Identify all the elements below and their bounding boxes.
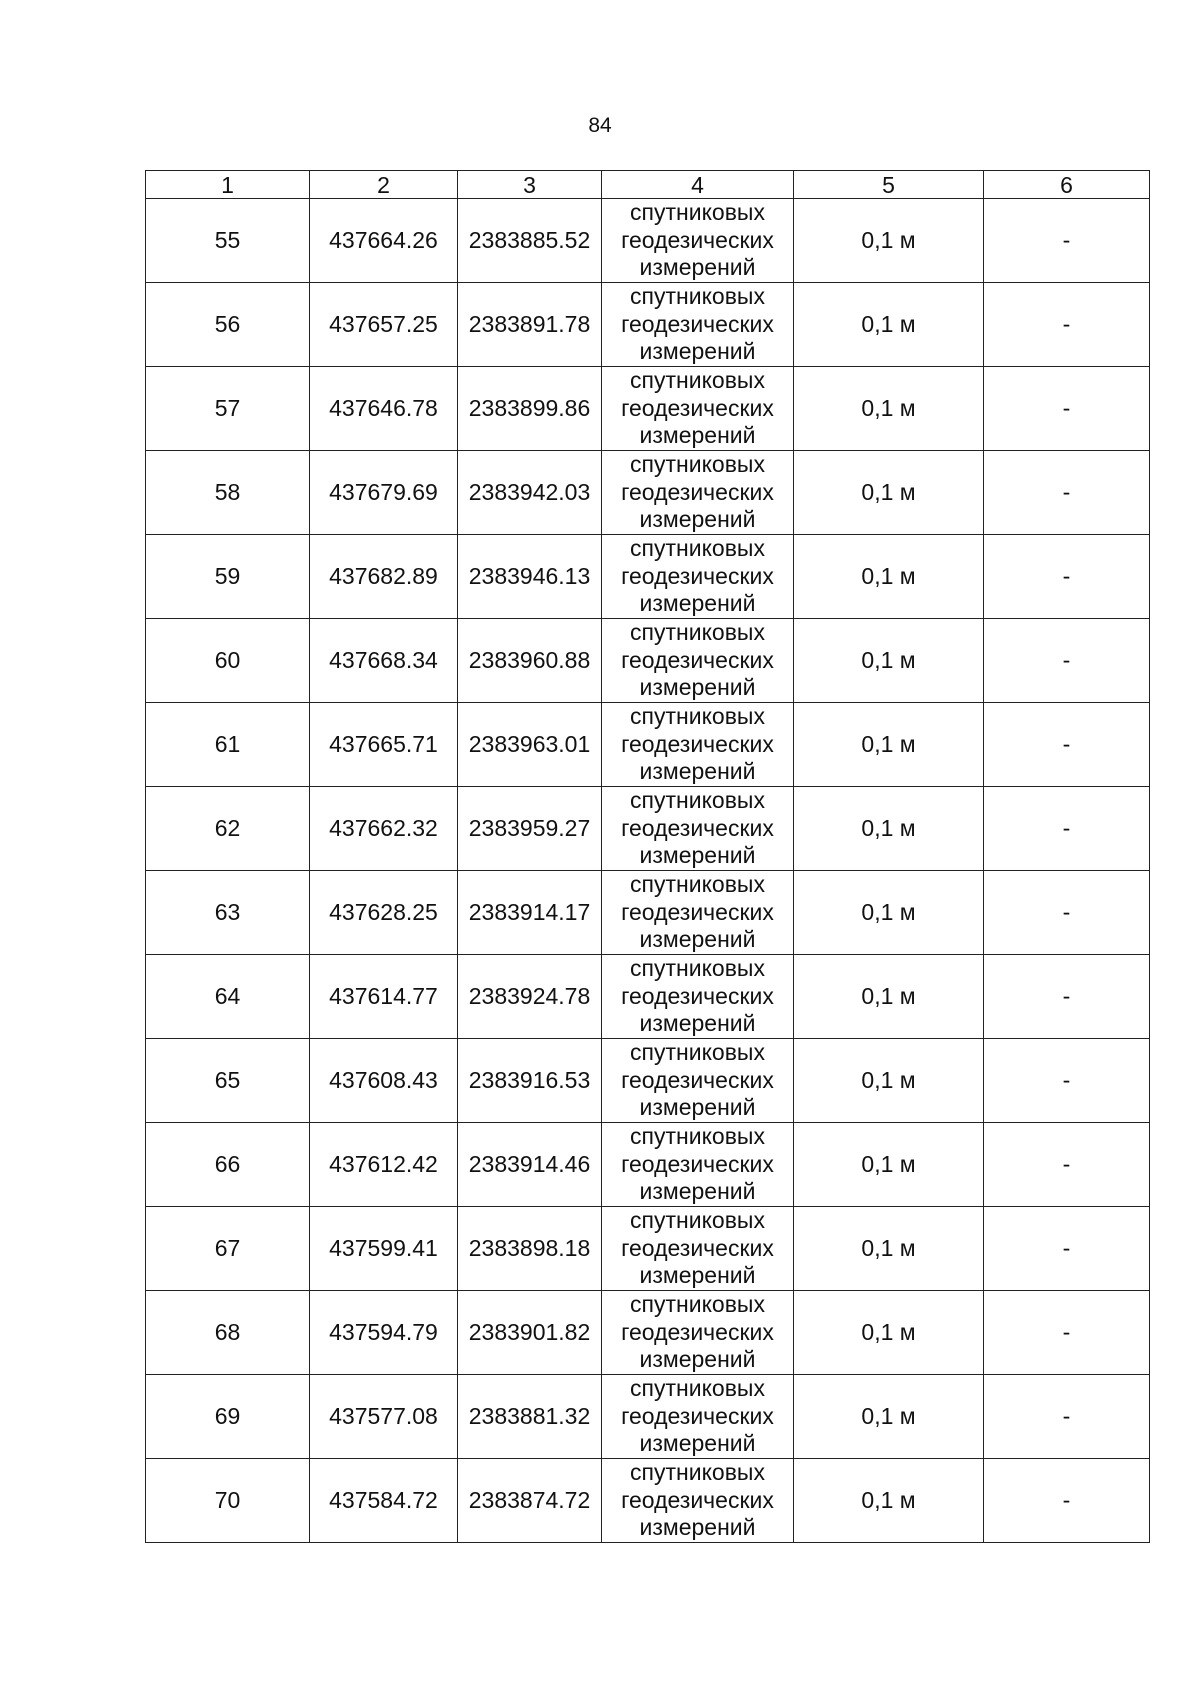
point-number-cell: 64 (146, 955, 310, 1039)
accuracy-cell: 0,1 м (794, 367, 984, 451)
method-line: измерений (639, 926, 756, 953)
method-line: спутниковых (630, 535, 765, 562)
method-line: спутниковых (630, 1207, 765, 1234)
note-cell: - (984, 787, 1150, 871)
y-coordinate-cell: 2383924.78 (458, 955, 602, 1039)
method-line: спутниковых (630, 955, 765, 982)
accuracy-cell: 0,1 м (794, 1123, 984, 1207)
method-cell (602, 283, 794, 367)
accuracy-cell: 0,1 м (794, 1039, 984, 1123)
method-line: измерений (639, 1178, 756, 1205)
note-cell: - (984, 1375, 1150, 1459)
accuracy-cell: 0,1 м (794, 703, 984, 787)
x-coordinate-cell: 437679.69 (310, 451, 458, 535)
method-cell (602, 1123, 794, 1207)
y-coordinate-cell: 2383881.32 (458, 1375, 602, 1459)
method-line: спутниковых (630, 283, 765, 310)
x-coordinate-cell: 437599.41 (310, 1207, 458, 1291)
x-coordinate-cell: 437614.77 (310, 955, 458, 1039)
method-cell (602, 535, 794, 619)
table-row (146, 1039, 1150, 1123)
column-header: 4 (602, 171, 794, 199)
point-number-cell: 68 (146, 1291, 310, 1375)
note-cell: - (984, 1291, 1150, 1375)
y-coordinate-cell: 2383960.88 (458, 619, 602, 703)
method-cell (602, 787, 794, 871)
x-coordinate-cell: 437577.08 (310, 1375, 458, 1459)
method-cell (602, 1459, 794, 1543)
x-coordinate-cell: 437682.89 (310, 535, 458, 619)
method-line: спутниковых (630, 199, 765, 226)
method-line: геодезических (621, 730, 774, 757)
method-line: измерений (639, 506, 756, 533)
accuracy-cell: 0,1 м (794, 871, 984, 955)
method-cell (602, 451, 794, 535)
note-cell: - (984, 1039, 1150, 1123)
x-coordinate-cell: 437657.25 (310, 283, 458, 367)
note-cell: - (984, 199, 1150, 283)
accuracy-cell: 0,1 м (794, 283, 984, 367)
note-cell: - (984, 451, 1150, 535)
x-coordinate-cell: 437664.26 (310, 199, 458, 283)
method-cell (602, 703, 794, 787)
accuracy-cell: 0,1 м (794, 619, 984, 703)
table-row (146, 703, 1150, 787)
method-line: измерений (639, 1094, 756, 1121)
point-number-cell: 65 (146, 1039, 310, 1123)
method-line: измерений (639, 254, 756, 281)
accuracy-cell: 0,1 м (794, 199, 984, 283)
y-coordinate-cell: 2383914.17 (458, 871, 602, 955)
method-line: геодезических (621, 898, 774, 925)
method-cell (602, 619, 794, 703)
column-header: 5 (794, 171, 984, 199)
point-number-cell: 55 (146, 199, 310, 283)
point-number-cell: 58 (146, 451, 310, 535)
table-row (146, 955, 1150, 1039)
method-line: спутниковых (630, 619, 765, 646)
table-row (146, 1207, 1150, 1291)
method-line: геодезических (621, 562, 774, 589)
note-cell: - (984, 1123, 1150, 1207)
column-header: 3 (458, 171, 602, 199)
y-coordinate-cell: 2383916.53 (458, 1039, 602, 1123)
point-number-cell: 69 (146, 1375, 310, 1459)
x-coordinate-cell: 437646.78 (310, 367, 458, 451)
point-number-cell: 62 (146, 787, 310, 871)
note-cell: - (984, 535, 1150, 619)
coordinates-table (145, 170, 1150, 1543)
point-number-cell: 59 (146, 535, 310, 619)
point-number-cell: 66 (146, 1123, 310, 1207)
column-header: 1 (146, 171, 310, 199)
table-row (146, 1291, 1150, 1375)
y-coordinate-cell: 2383874.72 (458, 1459, 602, 1543)
page-number: 84 (588, 114, 612, 137)
table-header-row (146, 171, 1150, 199)
table-row (146, 535, 1150, 619)
table-row (146, 871, 1150, 955)
method-line: спутниковых (630, 871, 765, 898)
method-line: спутниковых (630, 1291, 765, 1318)
method-line: спутниковых (630, 451, 765, 478)
method-line: геодезических (621, 226, 774, 253)
method-line: геодезических (621, 814, 774, 841)
method-line: геодезических (621, 646, 774, 673)
method-line: спутниковых (630, 1459, 765, 1486)
x-coordinate-cell: 437662.32 (310, 787, 458, 871)
point-number-cell: 63 (146, 871, 310, 955)
method-cell (602, 1291, 794, 1375)
point-number-cell: 61 (146, 703, 310, 787)
method-line: спутниковых (630, 1039, 765, 1066)
table-row (146, 199, 1150, 283)
accuracy-cell: 0,1 м (794, 1291, 984, 1375)
method-line: измерений (639, 1346, 756, 1373)
table-row (146, 1123, 1150, 1207)
method-line: геодезических (621, 1486, 774, 1513)
accuracy-cell: 0,1 м (794, 787, 984, 871)
table-row (146, 283, 1150, 367)
x-coordinate-cell: 437594.79 (310, 1291, 458, 1375)
method-line: измерений (639, 422, 756, 449)
method-line: измерений (639, 674, 756, 701)
note-cell: - (984, 619, 1150, 703)
method-line: геодезических (621, 1150, 774, 1177)
method-line: геодезических (621, 1318, 774, 1345)
note-cell: - (984, 955, 1150, 1039)
method-line: измерений (639, 1010, 756, 1037)
x-coordinate-cell: 437668.34 (310, 619, 458, 703)
method-cell (602, 199, 794, 283)
method-line: измерений (639, 1262, 756, 1289)
y-coordinate-cell: 2383942.03 (458, 451, 602, 535)
method-line: измерений (639, 590, 756, 617)
table-row (146, 787, 1150, 871)
method-line: спутниковых (630, 787, 765, 814)
y-coordinate-cell: 2383914.46 (458, 1123, 602, 1207)
method-cell (602, 1207, 794, 1291)
method-line: геодезических (621, 394, 774, 421)
method-line: измерений (639, 338, 756, 365)
note-cell: - (984, 871, 1150, 955)
note-cell: - (984, 283, 1150, 367)
point-number-cell: 67 (146, 1207, 310, 1291)
column-header: 2 (310, 171, 458, 199)
y-coordinate-cell: 2383898.18 (458, 1207, 602, 1291)
x-coordinate-cell: 437612.42 (310, 1123, 458, 1207)
point-number-cell: 60 (146, 619, 310, 703)
table-row (146, 451, 1150, 535)
method-line: геодезических (621, 478, 774, 505)
y-coordinate-cell: 2383901.82 (458, 1291, 602, 1375)
method-line: геодезических (621, 1066, 774, 1093)
method-line: геодезических (621, 310, 774, 337)
accuracy-cell: 0,1 м (794, 535, 984, 619)
note-cell: - (984, 1459, 1150, 1543)
method-cell (602, 871, 794, 955)
method-cell (602, 1039, 794, 1123)
method-line: спутниковых (630, 367, 765, 394)
point-number-cell: 70 (146, 1459, 310, 1543)
method-line: измерений (639, 1430, 756, 1457)
note-cell: - (984, 367, 1150, 451)
method-line: спутниковых (630, 1123, 765, 1150)
accuracy-cell: 0,1 м (794, 451, 984, 535)
x-coordinate-cell: 437628.25 (310, 871, 458, 955)
method-cell (602, 367, 794, 451)
method-line: спутниковых (630, 1375, 765, 1402)
y-coordinate-cell: 2383891.78 (458, 283, 602, 367)
table-row (146, 367, 1150, 451)
point-number-cell: 57 (146, 367, 310, 451)
method-cell (602, 955, 794, 1039)
accuracy-cell: 0,1 м (794, 1375, 984, 1459)
method-line: геодезических (621, 1402, 774, 1429)
method-line: измерений (639, 1514, 756, 1541)
y-coordinate-cell: 2383946.13 (458, 535, 602, 619)
table-body (146, 199, 1150, 1543)
x-coordinate-cell: 437584.72 (310, 1459, 458, 1543)
x-coordinate-cell: 437608.43 (310, 1039, 458, 1123)
table-row (146, 1375, 1150, 1459)
column-header: 6 (984, 171, 1150, 199)
x-coordinate-cell: 437665.71 (310, 703, 458, 787)
y-coordinate-cell: 2383899.86 (458, 367, 602, 451)
method-line: геодезических (621, 1234, 774, 1261)
method-line: спутниковых (630, 703, 765, 730)
y-coordinate-cell: 2383963.01 (458, 703, 602, 787)
point-number-cell: 56 (146, 283, 310, 367)
method-line: измерений (639, 842, 756, 869)
note-cell: - (984, 1207, 1150, 1291)
y-coordinate-cell: 2383885.52 (458, 199, 602, 283)
method-line: измерений (639, 758, 756, 785)
accuracy-cell: 0,1 м (794, 955, 984, 1039)
y-coordinate-cell: 2383959.27 (458, 787, 602, 871)
method-cell (602, 1375, 794, 1459)
table-row (146, 619, 1150, 703)
accuracy-cell: 0,1 м (794, 1459, 984, 1543)
accuracy-cell: 0,1 м (794, 1207, 984, 1291)
method-line: геодезических (621, 982, 774, 1009)
table-row (146, 1459, 1150, 1543)
note-cell: - (984, 703, 1150, 787)
